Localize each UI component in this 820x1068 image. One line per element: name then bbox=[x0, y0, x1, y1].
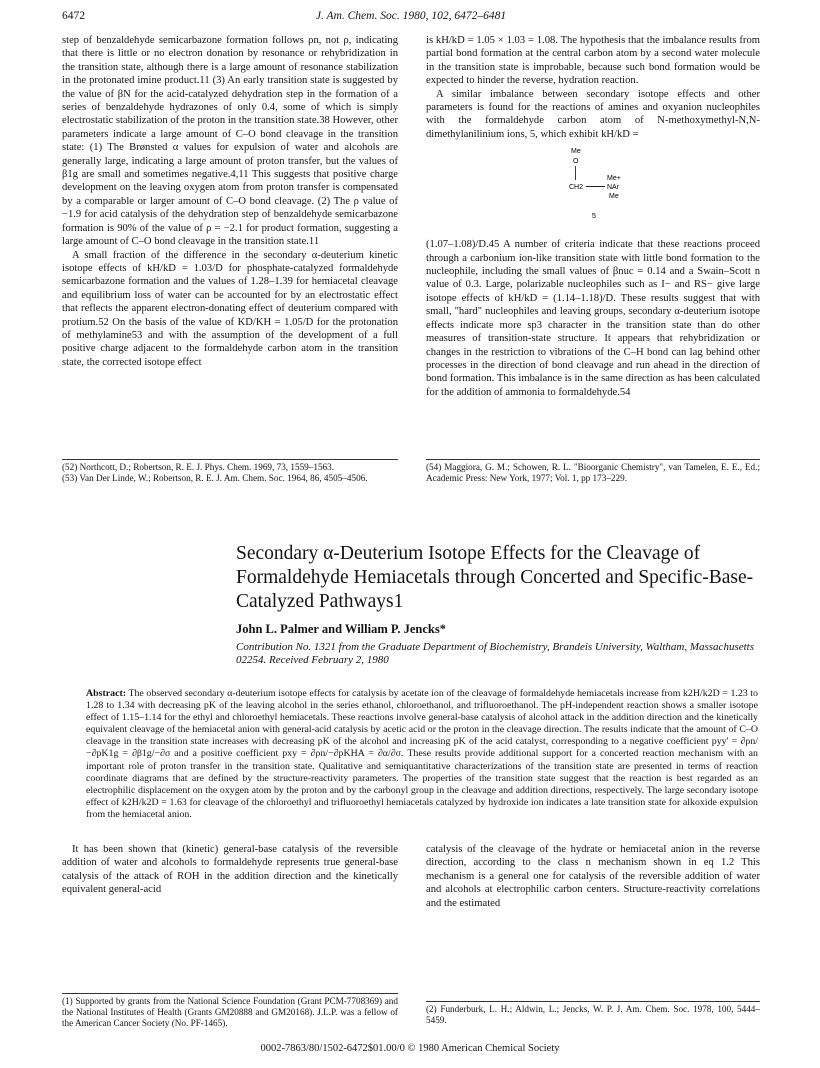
abstract-text: The observed secondary α-deuterium isotope effects for catalysis by acetate ion of the cleavage of formaldehyde hemiacetals increase from k2H/k2D = 1.23 to 1.28 to 1.34 with decreasing pK of the leaving alcohol in the series ethanol, chloroethanol, and trifluoroethanol. The pH-independent reaction shows a smaller isotope effect of 1.15–1.14 for the ethyl and chloroethyl hemiacetals. These reactions involve general-base catalysis of alcohol attack in the addition direction and the kinetically equivalent cleavage of the hemiacetal anion with general-acid catalysis by acetic acid or the proton in the cleavage direction. The results indicate that the amount of C–O cleavage in the transition state increases with decreasing pK of the alcohol and increasing pK of the acid catalyst, corresponding to a negative coefficient pyy' = ∂ρn/−∂pK1g = ∂β1g/−∂σ and a positive coefficient pxy = ∂ρn/−∂pKHA = ∂α/∂σ. These results provide additional support for a concerted reaction mechanism with an important role of proton transfer in the transition state. Qualitative and semiquantitative characterizations of the transition state are presented in terms of reaction coordinate diagrams that are defined by the structure-reactivity parameters. The properties of the transition state suggest that the reaction is best regarded as an electrophilic displacement on the oxygen atom by the proton and by the carbonyl group in the cleavage and addition directions, respectively. The large secondary isotope effect of k2H/k2D = 1.63 for cleavage of the chloroethyl and trifluoroethyl hemiacetals catalyzed by hydroxide ion indicates a late transition state for alkoxide expulsion from the hemiacetal anion. bbox=[86, 688, 758, 820]
page-number: 6472 bbox=[62, 10, 85, 22]
paragraph: A similar imbalance between secondary isotope effects and other parameters is found for the reactions of amines and oxyanion nucleophiles with the formaldehyde carbon atom of N-methoxymethyl-N,N-dimethylanilinium ions, 5, which exhibit kH/kD = bbox=[426, 88, 760, 140]
journal-citation: J. Am. Chem. Soc. 1980, 102, 6472–6481 bbox=[315, 10, 507, 22]
footnote-rule bbox=[426, 459, 760, 460]
paragraph: catalysis of the cleavage of the hydrate or hemiacetal anion in the reverse direction, according to the class n mechanism shown in eq 1.2 This mechanism is a general one for catalysis of the reversible addition of water and alcohols at electrophilic carbon centers. Structure-reactivity correlations and the estimated bbox=[426, 844, 760, 909]
paragraph: step of benzaldehyde semicarbazone formation follows ρn, not ρ, indicating that there is little or no electron donation by resonance or rehybridization in the transition state, although there is a large amount of resonance stabilization in the protonated imine product.11 (3) An early transition state is suggested by the value of βN for the acid-catalyzed dehydration step in the formation of a series of benzaldehyde hydrazones of only 0.4, some of which is simply electrostatic stabilization of the proton in the transition state.38 However, other parameters indicate a large amount of C–O bond cleavage in the transition state: (1) The Brønsted α values for expulsion of water and alcohols are generally large, indicating a large amount of proton transfer, but the values of β1g are small and sometimes negative.4,11 This suggests that positive charge development on the leaving oxygen atom from proton transfer is compensated by a comparable or larger amount of C–O bond cleavage. (2) The ρ value of −1.9 for acid catalysis of the dehydration step of benzaldehyde semicarbazone formation is 90% of the value of ρ = −2.1 for product formation, suggesting a large amount of C–O bond cleavage in the transition state.11 bbox=[62, 35, 398, 248]
footnotes-bottom-left bbox=[62, 996, 398, 1030]
footnote-rule bbox=[426, 1001, 760, 1002]
footnote: (53) Van Der Linde, W.; Robertson, R. E. J. Am. Chem. Soc. 1964, 86, 4505–4506. bbox=[62, 473, 368, 484]
paragraph: It has been shown that (kinetic) general-base catalysis of the reversible addition of water and alcohols to formaldehyde represents true general-base catalysis of the attack of ROH in the addition direction and the kinetically equivalent general-acid bbox=[62, 844, 398, 896]
right-column-bottom bbox=[426, 843, 760, 910]
running-head bbox=[62, 10, 760, 26]
footnotes-top-left bbox=[62, 462, 398, 484]
article-affiliation: Contribution No. 1321 from the Graduate Department of Biochemistry, Brandeis University, Waltham, Massachusetts 02254. Received February 2, 1980 bbox=[236, 641, 754, 667]
footnote: (54) Maggiora, G. M.; Schowen, R. L. "Bioorganic Chemistry", van Tamelen, E. E., Ed.; Academic Press: New York, 1977; Vol. 1, pp 173–229. bbox=[426, 462, 760, 484]
left-column-bottom bbox=[62, 843, 398, 897]
atom-me-plus: Me+ bbox=[607, 175, 621, 183]
compound-number: 5 bbox=[592, 213, 596, 221]
atom-nar: NAr bbox=[607, 184, 620, 192]
paragraph: (1.07–1.08)/D.45 A number of criteria indicate that these reactions proceed through a carbonium ion-like transition state with little bond formation to the nucleophile, including the small values of βnuc = 0.14 and a Swain–Scott n value of 0.3. Large, polarizable nucleophiles such as I− and RS− give large isotope effects of kH/kD = (1.14–1.18)/D. These results suggest that with small, "hard" nucleophiles and leaving groups, secondary α-deuterium isotope effects indicate more sp3 character in the transition state than do other measures of transition-state structure. It appears that rehybridization or changes in the restriction to vibrations of the C–H bond can lag behind other processes in the direction of bond cleavage and run ahead in the direction of bond formation. This imbalance is in the same direction as has been calculated for the addition of ammonia to formaldehyde.54 bbox=[426, 239, 760, 398]
article-authors: John L. Palmer and William P. Jencks* bbox=[236, 622, 446, 636]
chemical-structure-5 bbox=[426, 144, 760, 232]
footnote: (52) Northcott, D.; Robertson, R. E. J. Phys. Chem. 1969, 73, 1559–1563. bbox=[62, 462, 335, 472]
footnotes-top-right bbox=[426, 462, 760, 484]
structure-drawing bbox=[528, 144, 658, 232]
abstract bbox=[86, 688, 758, 821]
atom-o: O bbox=[573, 158, 579, 166]
article-title: Secondary α-Deuterium Isotope Effects for the Cleavage of Formaldehyde Hemiacetals through Concerted and Specific-Base-Catalyzed Pathways1 bbox=[236, 543, 754, 612]
paragraph: is kH/kD = 1.05 × 1.03 = 1.08. The hypothesis that the imbalance results from partial bond formation at the central carbon atom by a second water molecule in the transition state is improbable, because such bond formation would be expected to hinder the reverse, hydration reaction. bbox=[426, 35, 760, 87]
atom-me: Me bbox=[609, 193, 619, 201]
footnote: (2) Funderburk, L. H.; Aldwin, L.; Jencks, W. P. J. Am. Chem. Soc. 1978, 100, 5444–5459. bbox=[426, 1004, 760, 1026]
atom-me: Me bbox=[571, 148, 581, 156]
abstract-label: Abstract: bbox=[86, 688, 127, 699]
atom-ch2: CH2 bbox=[569, 184, 584, 192]
footnote-rule bbox=[62, 459, 398, 460]
left-column-top bbox=[62, 34, 398, 369]
footnote: (1) Supported by grants from the National Science Foundation (Grant PCM-7708369) and the National Institutes of Health (Grants GM20888 and GM20168). J.L.P. was a fellow of the American Cancer Society (No. PF-1465). bbox=[62, 996, 398, 1029]
paragraph: A small fraction of the difference in the secondary α-deuterium kinetic isotope effects of kH/kD = 1.03/D for phosphate-catalyzed formaldehyde semicarbazone formation and the values of 1.28–1.39 for hemiacetal cleavage and equilibrium loss of water can be accounted for by an electrostatic effect that reflects the apparent electron-donating effect of deuterium compared with protium.52 On the basis of the value of KD/KH = 1.05/D for the protonation of methylamine53 and with the assumption of the development of a full positive charge adjacent to the formaldehyde carbon atom in the transition state, the corrected isotope effect bbox=[62, 249, 398, 368]
footnote-rule bbox=[62, 993, 398, 994]
right-column-top bbox=[426, 34, 760, 399]
footnotes-bottom-right bbox=[426, 1004, 760, 1026]
copyright-line: 0002-7863/80/1502-6472$01.00/0 © 1980 American Chemical Society bbox=[260, 1043, 560, 1054]
